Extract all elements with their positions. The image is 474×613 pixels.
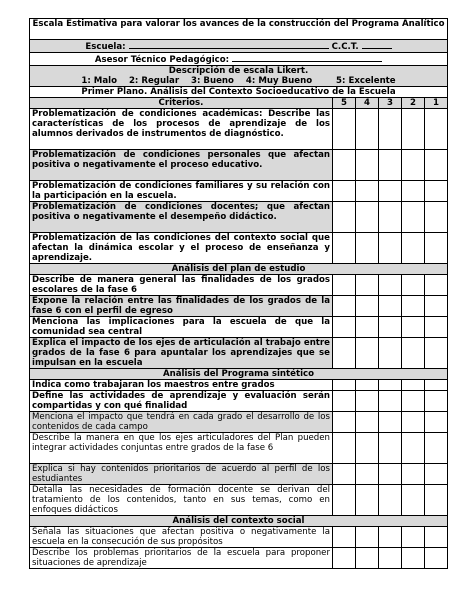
criterion-text: Problematización de condiciones personales que afectan positiva o negativamente el proceso educativo. xyxy=(30,150,333,181)
score-cell-2[interactable] xyxy=(402,296,425,317)
score-cell-1[interactable] xyxy=(425,548,448,569)
cct-label: C.C.T. xyxy=(331,42,359,52)
score-cell-5[interactable] xyxy=(333,412,356,433)
score-cell-1[interactable] xyxy=(425,317,448,338)
criterion-text: Expone la relación entre las finalidades de los grados de la fase 6 con el perfil de egreso xyxy=(30,296,333,317)
criteria-header-row xyxy=(30,98,448,109)
criterion-text: Explica si hay contenidos prioritarios de acuerdo al perfil de los estudiantes xyxy=(30,464,333,485)
criterion-text: Describe la manera en que los ejes articuladores del Plan pueden integrar actividades conjuntas entre grados de la fase 6 xyxy=(30,433,333,464)
criterion-text: Menciona el impacto que tendrá en cada grado el desarrollo de los contenidos de cada campo xyxy=(30,412,333,433)
score-cell-5[interactable] xyxy=(333,380,356,391)
likert-row xyxy=(30,66,448,87)
score-cell-4[interactable] xyxy=(356,548,379,569)
score-cell-5[interactable] xyxy=(333,150,356,181)
score-cell-2[interactable] xyxy=(402,338,425,369)
score-cell-1[interactable] xyxy=(425,150,448,181)
score-cell-5[interactable] xyxy=(333,109,356,150)
score-cell-2[interactable] xyxy=(402,464,425,485)
score-cell-2[interactable] xyxy=(402,548,425,569)
score-cell-3[interactable] xyxy=(379,202,402,233)
score-cell-1[interactable] xyxy=(425,380,448,391)
criterion-row xyxy=(30,527,448,548)
score-cell-3[interactable] xyxy=(379,391,402,412)
score-cell-2[interactable] xyxy=(402,412,425,433)
score-cell-2[interactable] xyxy=(402,181,425,202)
criterion-text: Describe los problemas prioritarios de la escuela para proponer situaciones de aprendizaje xyxy=(30,548,333,569)
score-cell-3[interactable] xyxy=(379,109,402,150)
criterion-text: Define las actividades de aprendizaje y evaluación serán compartidas y con qué finalidad xyxy=(30,391,333,412)
score-cell-2[interactable] xyxy=(402,380,425,391)
criterion-row xyxy=(30,412,448,433)
score-cell-3[interactable] xyxy=(379,338,402,369)
score-cell-1[interactable] xyxy=(425,391,448,412)
score-cell-4[interactable] xyxy=(356,433,379,464)
section-heading-row xyxy=(30,516,448,527)
criterion-row xyxy=(30,202,448,233)
escuela-row xyxy=(30,40,448,53)
score-cell-3[interactable] xyxy=(379,464,402,485)
section-heading: Análisis del contexto social xyxy=(30,516,448,527)
criterion-row xyxy=(30,391,448,412)
escuela-label: Escuela: xyxy=(85,42,126,52)
likert-scale: 1: Malo 2: Regular 3: Bueno 4: Muy Bueno 5: Excelente xyxy=(81,76,396,86)
score-cell-2[interactable] xyxy=(402,485,425,516)
score-cell-1[interactable] xyxy=(425,527,448,548)
criterion-row xyxy=(30,233,448,264)
score-cell-4[interactable] xyxy=(356,275,379,296)
score-cell-4[interactable] xyxy=(356,464,379,485)
score-cell-5[interactable] xyxy=(333,433,356,464)
rating-scale-table xyxy=(29,18,448,569)
score-header-2: 2 xyxy=(402,98,425,109)
score-cell-1[interactable] xyxy=(425,485,448,516)
score-cell-5[interactable] xyxy=(333,233,356,264)
score-cell-2[interactable] xyxy=(402,433,425,464)
score-cell-5[interactable] xyxy=(333,485,356,516)
score-header-1: 1 xyxy=(425,98,448,109)
score-cell-2[interactable] xyxy=(402,527,425,548)
score-cell-4[interactable] xyxy=(356,380,379,391)
score-cell-3[interactable] xyxy=(379,317,402,338)
score-cell-4[interactable] xyxy=(356,412,379,433)
title-row xyxy=(30,19,448,40)
criterion-row xyxy=(30,150,448,181)
criterion-row xyxy=(30,296,448,317)
score-cell-2[interactable] xyxy=(402,202,425,233)
escuela-field[interactable] xyxy=(129,40,329,49)
score-cell-3[interactable] xyxy=(379,275,402,296)
score-cell-4[interactable] xyxy=(356,150,379,181)
criterion-row xyxy=(30,275,448,296)
score-cell-5[interactable] xyxy=(333,338,356,369)
criterion-text: Problematización de las condiciones del contexto social que afectan la dinámica escolar y el proceso de enseñanza y aprendizaje. xyxy=(30,233,333,264)
score-cell-2[interactable] xyxy=(402,391,425,412)
score-header-4: 4 xyxy=(356,98,379,109)
score-cell-1[interactable] xyxy=(425,433,448,464)
score-cell-2[interactable] xyxy=(402,233,425,264)
asesor-row xyxy=(30,53,448,66)
score-cell-3[interactable] xyxy=(379,485,402,516)
score-cell-4[interactable] xyxy=(356,202,379,233)
score-cell-3[interactable] xyxy=(379,233,402,264)
score-cell-4[interactable] xyxy=(356,296,379,317)
criterion-text: Indica como trabajaran los maestros entre grados xyxy=(30,380,333,391)
section-heading: Análisis del plan de estudio xyxy=(30,264,448,275)
criterion-row xyxy=(30,464,448,485)
document-title: Escala Estimativa para valorar los avances de la construcción del Programa Analítico xyxy=(30,19,448,40)
score-cell-1[interactable] xyxy=(425,275,448,296)
score-cell-5[interactable] xyxy=(333,391,356,412)
score-cell-4[interactable] xyxy=(356,109,379,150)
score-cell-5[interactable] xyxy=(333,464,356,485)
score-header-5: 5 xyxy=(333,98,356,109)
score-cell-1[interactable] xyxy=(425,338,448,369)
score-cell-5[interactable] xyxy=(333,527,356,548)
plan-title: Primer Plano. Análisis del Contexto Socioeducativo de la Escuela xyxy=(30,87,448,98)
score-cell-5[interactable] xyxy=(333,317,356,338)
criterion-text: Señala las situaciones que afectan positiva o negativamente la escuela en la consecución de sus propósitos xyxy=(30,527,333,548)
section-heading: Análisis del Programa sintético xyxy=(30,369,448,380)
score-cell-2[interactable] xyxy=(402,109,425,150)
score-cell-5[interactable] xyxy=(333,275,356,296)
score-cell-3[interactable] xyxy=(379,296,402,317)
criterion-row xyxy=(30,380,448,391)
score-cell-2[interactable] xyxy=(402,150,425,181)
score-cell-4[interactable] xyxy=(356,391,379,412)
score-cell-1[interactable] xyxy=(425,412,448,433)
score-cell-3[interactable] xyxy=(379,380,402,391)
score-cell-5[interactable] xyxy=(333,181,356,202)
score-cell-4[interactable] xyxy=(356,233,379,264)
score-cell-3[interactable] xyxy=(379,412,402,433)
score-cell-4[interactable] xyxy=(356,338,379,369)
criterion-text: Problematización de condiciones docentes; que afectan positiva o negativamente el desempeño didáctico. xyxy=(30,202,333,233)
score-cell-4[interactable] xyxy=(356,317,379,338)
score-cell-1[interactable] xyxy=(425,109,448,150)
cct-field[interactable] xyxy=(362,40,392,49)
asesor-label: Asesor Técnico Pedagógico: xyxy=(94,55,230,65)
criterion-row xyxy=(30,485,448,516)
score-cell-5[interactable] xyxy=(333,548,356,569)
criterion-row xyxy=(30,338,448,369)
score-cell-5[interactable] xyxy=(333,296,356,317)
score-cell-4[interactable] xyxy=(356,527,379,548)
score-cell-5[interactable] xyxy=(333,202,356,233)
score-cell-1[interactable] xyxy=(425,233,448,264)
section-heading-row xyxy=(30,264,448,275)
criterion-row xyxy=(30,433,448,464)
criterion-text: Problematización de condiciones académicas: Describe las características de los procesos de aprendizaje de los alumnos derivados de instrumentos de diagnóstico. xyxy=(30,109,333,150)
criterion-row xyxy=(30,109,448,150)
criterion-text: Explica el impacto de los ejes de articulación al trabajo entre grados de la fase 6 para apuntalar los aprendizajes que se impulsan en la escuela xyxy=(30,338,333,369)
asesor-field[interactable] xyxy=(232,53,382,62)
criterion-text: Detalla las necesidades de formación docente se derivan del tratamiento de los contenidos, tanto en sus temas, como en enfoques didácticos xyxy=(30,485,333,516)
criterion-row xyxy=(30,548,448,569)
criterion-row xyxy=(30,317,448,338)
section-heading-row xyxy=(30,369,448,380)
criterion-text: Menciona las implicaciones para la escuela de que la comunidad sea central xyxy=(30,317,333,338)
score-cell-4[interactable] xyxy=(356,485,379,516)
score-cell-3[interactable] xyxy=(379,527,402,548)
criterion-text: Problematización de condiciones familiares y su relación con la participación en la escuela. xyxy=(30,181,333,202)
criterion-row xyxy=(30,181,448,202)
score-cell-3[interactable] xyxy=(379,150,402,181)
score-cell-2[interactable] xyxy=(402,275,425,296)
criteria-header: Criterios. xyxy=(30,98,333,109)
score-cell-4[interactable] xyxy=(356,181,379,202)
score-cell-3[interactable] xyxy=(379,433,402,464)
score-header-3: 3 xyxy=(379,98,402,109)
score-cell-1[interactable] xyxy=(425,296,448,317)
score-cell-1[interactable] xyxy=(425,181,448,202)
score-cell-1[interactable] xyxy=(425,202,448,233)
likert-title: Descripción de escala Likert. xyxy=(168,66,309,76)
score-cell-3[interactable] xyxy=(379,548,402,569)
score-cell-1[interactable] xyxy=(425,464,448,485)
score-cell-3[interactable] xyxy=(379,181,402,202)
criterion-text: Describe de manera general las finalidades de los grados escolares de la fase 6 xyxy=(30,275,333,296)
score-cell-2[interactable] xyxy=(402,317,425,338)
plan-title-row xyxy=(30,87,448,98)
